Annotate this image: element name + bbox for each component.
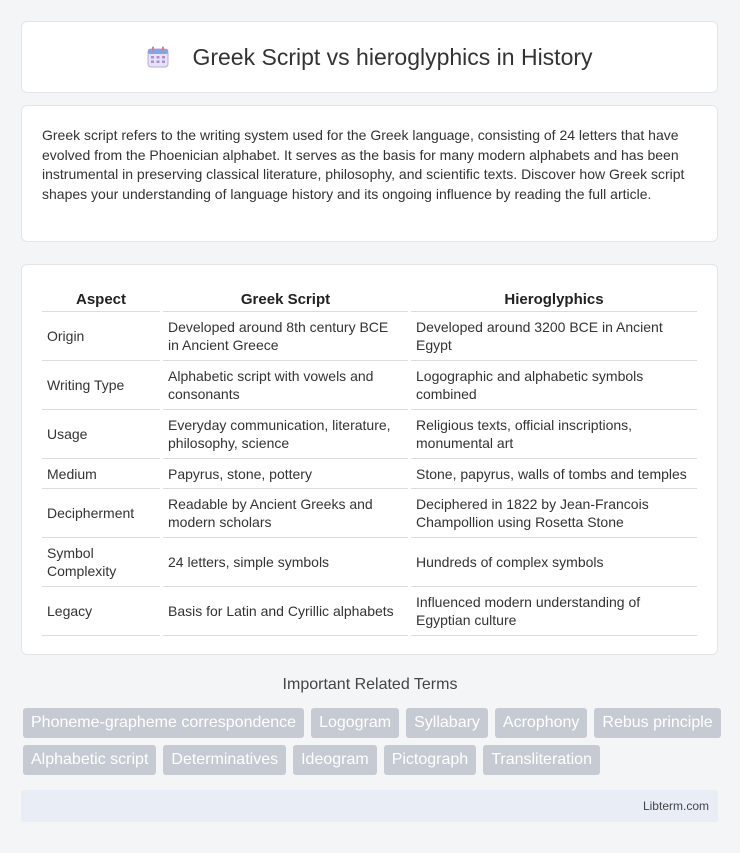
tag-transliteration[interactable]: Transliteration [483, 745, 600, 775]
cell-aspect: Medium [42, 459, 160, 489]
cell-greek: Readable by Ancient Greeks and modern scholars [163, 489, 408, 538]
cell-aspect: Writing Type [42, 361, 160, 410]
cell-hieroglyphics: Deciphered in 1822 by Jean-Francois Champollion using Rosetta Stone [411, 489, 697, 538]
cell-hieroglyphics: Religious texts, official inscriptions, monumental art [411, 410, 697, 459]
tag-rebus-principle[interactable]: Rebus principle [594, 708, 720, 738]
tag-phoneme-grapheme-correspondence[interactable]: Phoneme-grapheme correspondence [23, 708, 304, 738]
tag-syllabary[interactable]: Syllabary [406, 708, 488, 738]
comparison-table [39, 285, 700, 636]
calendar-icon [146, 45, 170, 69]
cell-greek: Papyrus, stone, pottery [163, 459, 408, 489]
intro-card [21, 105, 718, 242]
page-title: Greek Script vs hieroglyphics in History [192, 43, 593, 70]
table-row [42, 459, 697, 489]
header-card [21, 21, 718, 93]
cell-hieroglyphics: Hundreds of complex symbols [411, 538, 697, 587]
cell-aspect: Legacy [42, 587, 160, 636]
cell-greek: Alphabetic script with vowels and consonants [163, 361, 408, 410]
cell-greek: Everyday communication, literature, philosophy, science [163, 410, 408, 459]
cell-aspect: Origin [42, 312, 160, 361]
tag-ideogram[interactable]: Ideogram [293, 745, 377, 775]
table-row [42, 361, 697, 410]
footer [21, 790, 718, 822]
header-hieroglyphics: Hieroglyphics [411, 285, 697, 312]
table-row [42, 312, 697, 361]
cell-greek: Basis for Latin and Cyrillic alphabets [163, 587, 408, 636]
tag-determinatives[interactable]: Determinatives [163, 745, 286, 775]
tag-pictograph[interactable]: Pictograph [384, 745, 477, 775]
cell-hieroglyphics: Stone, papyrus, walls of tombs and temples [411, 459, 697, 489]
table-row [42, 410, 697, 459]
table-row [42, 489, 697, 538]
related-terms-title: Important Related Terms [282, 676, 458, 693]
table-row [42, 538, 697, 587]
cell-greek: 24 letters, simple symbols [163, 538, 408, 587]
tag-acrophony[interactable]: Acrophony [495, 708, 588, 738]
related-terms-tags [23, 708, 723, 782]
cell-aspect: Symbol Complexity [42, 538, 160, 587]
cell-hieroglyphics: Influenced modern understanding of Egyptian culture [411, 587, 697, 636]
cell-aspect: Decipherment [42, 489, 160, 538]
tag-alphabetic-script[interactable]: Alphabetic script [23, 745, 156, 775]
footer-site-link[interactable]: Libterm.com [642, 799, 709, 813]
cell-hieroglyphics: Developed around 3200 BCE in Ancient Egypt [411, 312, 697, 361]
cell-greek: Developed around 8th century BCE in Ancient Greece [163, 312, 408, 361]
cell-aspect: Usage [42, 410, 160, 459]
header-aspect: Aspect [42, 285, 160, 312]
header-greek-script: Greek Script [163, 285, 408, 312]
cell-hieroglyphics: Logographic and alphabetic symbols combined [411, 361, 697, 410]
table-row [42, 587, 697, 636]
comparison-table-card [21, 264, 718, 655]
intro-text: Greek script refers to the writing system used for the Greek language, consisting of 24 letters that have evolved from the Phoenician alphabet. It serves as the basis for many modern alphabets and has been instrumental in preserving classical literature, philosophy, and scientific texts. Discover how Greek script shapes your understanding of language history and its ongoing influence by reading the full article. [42, 127, 685, 202]
tag-logogram[interactable]: Logogram [311, 708, 399, 738]
